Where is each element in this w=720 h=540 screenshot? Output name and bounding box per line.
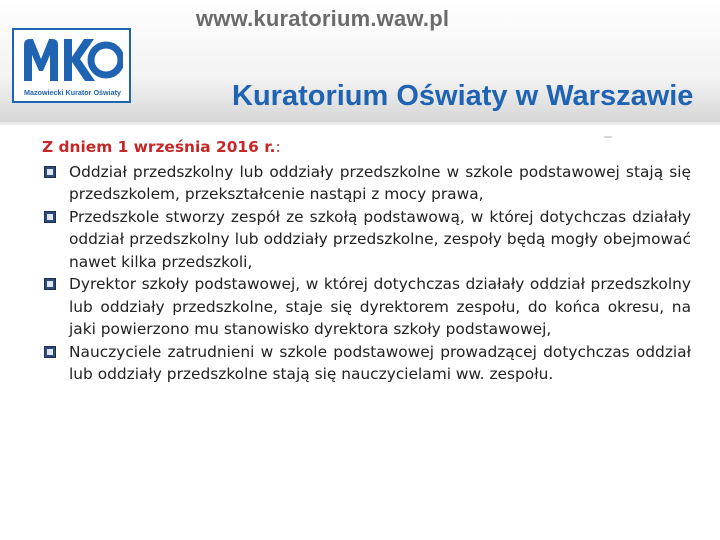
page-title: Kuratorium Oświaty w Warszawie xyxy=(232,80,694,112)
bullet-list xyxy=(42,161,691,386)
square-bullet-icon xyxy=(44,166,56,178)
slide-content xyxy=(42,136,691,386)
list-item xyxy=(42,341,691,386)
list-item xyxy=(42,206,691,274)
logo-caption: Mazowiecki Kurator Oświaty xyxy=(23,88,122,97)
heading-suffix: : xyxy=(275,138,281,156)
mko-logo xyxy=(12,28,131,103)
heading-date: Z dniem 1 września 2016 r. xyxy=(42,138,276,156)
list-item-text: Przedszkole stworzy zespół ze szkołą podstawową, w której dotychczas działały oddział przedszkolny lub oddziały przedszkolne, zespoły będą mogły obejmować nawet kilka przedszkoli, xyxy=(69,207,691,271)
square-bullet-icon xyxy=(44,278,56,290)
list-item xyxy=(42,161,691,206)
square-bullet-icon xyxy=(44,211,56,223)
section-heading xyxy=(42,136,691,159)
list-item-text: Nauczyciele zatrudnieni w szkole podstawowej prowadzącej dotychczas oddział lub oddziały przedszkolne stają się nauczycielami ww. zespołu. xyxy=(69,342,691,383)
list-item-text: Dyrektor szkoły podstawowej, w której dotychczas działały oddział przedszkolny lub oddziały przedszkolne, staje się dyrektorem zespołu, do końca okresu, na jaki powierzono mu stanowisko dyrektora szkoły podstawowej, xyxy=(69,275,691,338)
mko-logo-icon xyxy=(20,35,123,85)
list-item-text: Oddział przedszkolny lub oddziały przedszkolne w szkole podstawowej stają się przedszkolem, przekształcenie nastąpi z mocy prawa, xyxy=(69,162,691,203)
square-bullet-icon xyxy=(44,346,56,358)
list-item xyxy=(42,273,691,341)
site-url[interactable]: www.kuratorium.waw.pl xyxy=(196,6,450,31)
